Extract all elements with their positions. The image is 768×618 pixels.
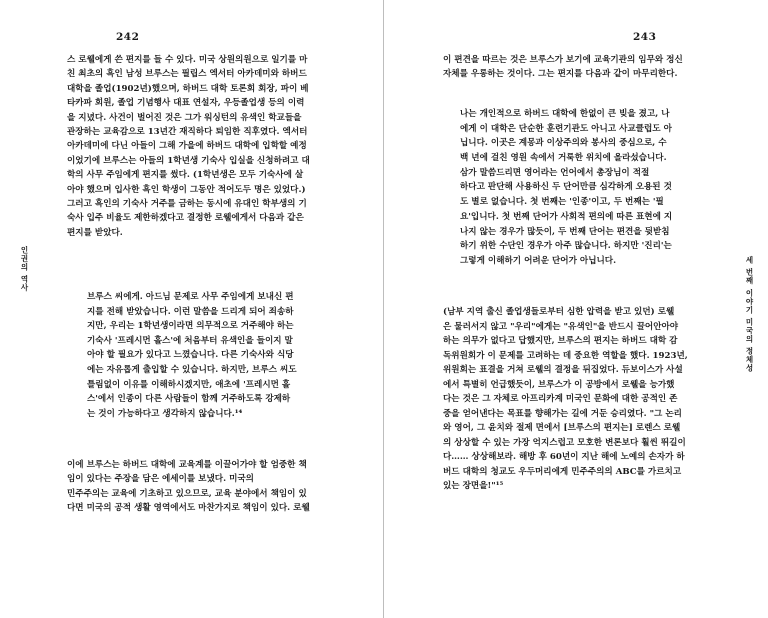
text-line: 있는 장면을!"¹⁵ — [443, 481, 504, 491]
text-line: 다면 미국의 공적 생활 영역에서도 마찬가지로 책임이 있다. 로웰 — [67, 503, 310, 514]
body-paragraph — [443, 305, 717, 494]
text-line: 하기 위한 수단인 경우가 아주 많습니다. 하지만 '진리'는 — [460, 241, 672, 252]
text-line: 타카파 회원, 졸업 기념행사 대표 연설자, 우등졸업생 등의 이력 — [67, 98, 305, 109]
text-line: 학의 사무 주임에게 편지를 썼다. (1학년생은 모두 기숙사에 살 — [67, 170, 304, 181]
running-head: 인권의 역사 — [20, 246, 29, 293]
text-line: 닙니다. 이곳은 계몽과 이상주의와 봉사의 중심으로, 수 — [460, 138, 667, 149]
text-line: 이 편견을 따르는 것은 브루스가 보기에 교육기관의 임무와 정신 — [443, 55, 683, 65]
text-line: 하는 의무가 없다고 답했지만, 브루스의 편지는 하버드 대학 감 — [443, 336, 678, 346]
text-line: 나지 않는 경우가 많듯이, 두 번째 단어는 편견을 뒷받침 — [460, 226, 670, 237]
body-paragraph — [443, 53, 717, 82]
text-line: 위원회는 표결을 거쳐 로웰의 결정을 뒤집었다. 듀보이스가 사설 — [443, 365, 683, 375]
text-line: 백 년에 걸친 영원 속에서 거룩한 위치에 올라섰습니다. — [460, 153, 667, 164]
text-line: 을 지녔다. 사건이 벌어진 것은 그가 워싱턴의 유색인 학교들을 — [67, 112, 302, 123]
page-number: 242 — [116, 31, 140, 43]
left-page — [0, 0, 383, 618]
text-line: 하다고 판단해 사용하신 두 단어만큼 심각하게 오용된 것 — [460, 182, 672, 193]
text-line: 의 상상할 수 있는 가장 억지스럽고 모호한 변론보다 훨씬 뛰길이 — [443, 437, 686, 448]
text-line: 나는 개인적으로 하버드 대학에 한없이 큰 빚을 졌고, 나 — [460, 109, 670, 119]
block-quote — [460, 107, 700, 269]
text-line: 그러고 흑인의 기숙사 거주를 금하는 동시에 유대인 학부생의 기 — [67, 198, 307, 209]
running-head: 세 번째 이야기 미국의 정체성 — [745, 256, 754, 373]
body-paragraph — [67, 53, 337, 240]
text-line: 민주주의는 교육에 기초하고 있으므로, 교육 분야에서 책임이 있 — [67, 488, 307, 499]
text-line: 친 최초의 흑인 남성 브루스는 필립스 엑서터 아카데미와 하버드 — [67, 69, 307, 80]
text-line: 관장하는 교육감으로 13년간 재직하다 퇴임한 직후였다. 엑서터 — [67, 126, 308, 137]
text-line: 에서 특별히 언급했듯이, 브루스가 이 공방에서 로웰을 능가했 — [443, 379, 675, 390]
text-line: 임이 있다는 주장을 담은 에세이를 보냈다. 미국의 — [67, 474, 254, 485]
right-page — [384, 0, 768, 618]
text-line: 에게 이 대학은 단순한 훈련기관도 아니고 사교클럽도 아 — [460, 123, 672, 134]
text-line: 대학을 졸업(1902년)했으며, 하버드 대학 토론회 회장, 파이 베 — [67, 83, 309, 94]
text-line: 그렇게 이해하기 어려운 단어가 아닙니다. — [460, 255, 617, 266]
text-line: 스'에서 인종이 다른 사람들이 함께 거주하도록 강제하 — [87, 394, 291, 405]
text-line: 지를 전해 받았습니다. 이런 말씀을 드리게 되어 죄송하 — [87, 306, 294, 317]
text-line: 은 물러서지 않고 "우리"에게는 "유색인"을 반드시 끌어안아야 — [443, 321, 679, 332]
text-line: 아야 할 필요가 있다고 느꼈습니다. 다른 기숙사와 식당 — [87, 350, 294, 361]
text-line: 이었기에 브루스는 아들의 1학년생 기숙사 입실을 신청하려고 대 — [67, 155, 310, 166]
page-number: 243 — [633, 31, 657, 43]
text-line: 스 로웰에게 쓴 편지를 들 수 있다. 미국 상원의원으로 일기를 마 — [67, 55, 308, 65]
text-line: 틀림없이 이유를 이해하시겠지만, 애초에 '프레시먼 홀 — [87, 379, 291, 390]
text-line: 다는 것은 그 자체로 아프리카계 미국인 문화에 대한 공적인 존 — [443, 394, 678, 404]
text-line: 삼가 말씀드리면 영어라는 언어에서 총장님이 적절 — [460, 167, 650, 178]
text-line: 중을 얻어낸다는 목표를 향해가는 길에 거둔 승리였다. "그 논리 — [443, 408, 682, 419]
text-line: (남부 지역 출신 졸업생들로부터 심한 압력을 받고 있던) 로웰 — [443, 307, 675, 317]
text-line: 와 영어, 그 윤치와 절제 면에서 [브루스의 편지는] 로렌스 로웰 — [443, 423, 681, 433]
text-line: 자체를 우롱하는 것이다. 그는 편지를 다음과 같이 마무리한다. — [443, 69, 678, 80]
text-line: 아야 했으며 입사한 흑인 학생이 그동안 적어도두 명은 있었다.) — [67, 184, 306, 195]
text-line: 지만, 우리는 1학년생이라면 의무적으로 거주해야 하는 — [87, 321, 294, 332]
text-line: 숙사 입주 비율도 제한하겠다고 결정한 로웰에게서 다음과 같은 — [67, 213, 304, 224]
text-line: 기숙사 '프레시먼 홀스'에 처음부터 유색인을 들이지 말 — [87, 335, 293, 346]
text-line: 도 별로 없습니다. 첫 번째는 '인종'이고, 두 번째는 '필 — [460, 197, 664, 208]
text-line: 독위원회가 이 문제를 고려하는 데 중요한 역할을 했다. 1923년, — [443, 350, 688, 361]
text-line: 편지를 받았다. — [67, 227, 123, 238]
text-line: 에는 자유롭게 출입할 수 있습니다. 하지만, 브루스 씨도 — [87, 364, 297, 375]
body-paragraph — [67, 458, 337, 516]
text-line: 버드 대학의 청교도 우두머리에게 민주주의의 ABC를 가르치고 — [443, 466, 682, 477]
text-line: 이에 브루스는 하버드 대학에 교육계를 이끌어가야 할 엄중한 책 — [67, 460, 307, 470]
text-line: 아카데미에 다닌 아들이 그해 가을에 하버드 대학에 입학할 예정 — [67, 141, 307, 152]
text-line: 다…… 상상해보라. 해방 후 60년이 지난 해에 노예의 손자가 하 — [443, 452, 685, 462]
text-line: 는 것이 가능하다고 생각하지 않습니다.¹⁴ — [87, 408, 243, 419]
text-line: 요'입니다. 첫 번째 단어가 사회적 편의에 따른 표현에 지 — [460, 211, 673, 222]
block-quote — [87, 290, 319, 421]
text-line: 브루스 씨에게. 아드님 문제로 사무 주임에게 보내신 편 — [87, 292, 294, 302]
